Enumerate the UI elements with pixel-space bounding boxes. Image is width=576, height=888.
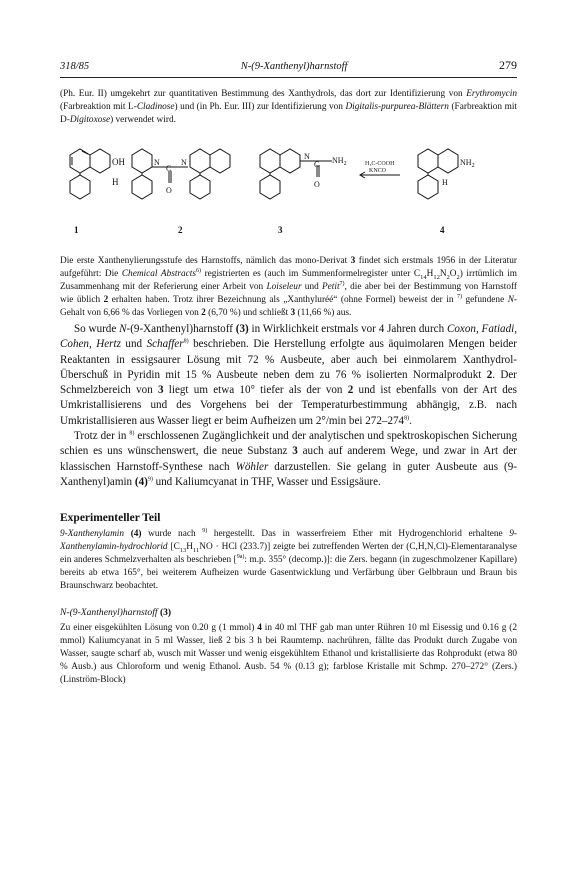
compound-3-structure	[260, 149, 332, 199]
o-label-2: O	[166, 186, 172, 195]
o-label-3: O	[314, 180, 320, 189]
compound-4-structure	[418, 149, 458, 199]
paragraph-xanthenylamin: 9-Xanthenylamin (4) wurde nach $^{9)}$ hergestellt. Das in wasserfreiem Ether mit Hydrogenchlorid erhaltene 9-Xanthenylamin-hydrochlorid [$C_{13}H_{11}NO$ · HCl (233.7)] zeigte bei zutreffenden Werten der (C,H,N,Cl)-Elementaranalyse ein anderes Schmelzverhalten als beschrieben [$^{9a)}$: m.p. 355° (decomp.)]: die Zers. begann (in zugeschmolzener Kapillare) bereits ab etwa 165°, bei weiterem Aufheizen wurde Gasentwicklung und Verfärbung über Gelbbraun und Braun bis Braunschwarz beobachtet.	[60, 528, 518, 592]
n-label-2a: N	[154, 158, 160, 167]
h-label-1: H	[112, 177, 119, 187]
oh-label: OH	[112, 157, 125, 167]
nh-label-4: $NH_2$	[460, 158, 475, 169]
compound-label-3: 3	[278, 225, 283, 235]
paragraph-coxon: So wurde N-(9-Xanthenyl)harnstoff (3) in Wirklichkeit erstmals vor 4 Jahren durch Coxon, Fatiadi, Cohen, Hertz und Schaffer$^{8)}$ beschrieben. Die Herstellung erfolgte aus äquimolaren Mengen beider Reaktanten in essigsaurer Lösung mit 72 % Ausbeute, aber auch bei einmolarem Xanthydrol-Überschuß in Pyridin mit 15 % Ausbeute neben dem zu 76 % isolierten Normalprodukt 2. Der Schmelzbereich von 3 liegt um etwa 10° tiefer als der von 2 und ist ebenfalls von der Art des Umkristallisierens und des Vorgehens bei der Temperaturbestimmung abhängig, z.B. nach Umkristallisieren aus Wasser liegt er beim Aufheizen um 2°/min bei 272–274$^{8)}$.	[60, 323, 517, 427]
structure-drawing	[60, 141, 517, 251]
n-label-3: N	[304, 152, 310, 161]
reaction-scheme	[60, 141, 517, 251]
c-label-2: C	[166, 164, 172, 173]
journal-page	[60, 58, 517, 687]
compound-1-structure	[70, 149, 110, 199]
c-label-3: C	[314, 160, 320, 169]
running-title: N-(9-Xanthenyl)harnstoff	[240, 61, 348, 72]
paragraph-synthesis: Trotz der in $^{8)}$ erschlossenen Zugänglichkeit und der analytischen und spektroskopischen Sicherung schien es uns wünschenswert, die neue Substanz 3 auch auf anderem Wege, und zwar in Art der klassischen Harnstoff-Synthese nach Wöhler darzustellen. Sie gelang in guter Ausbeute aus (9-Xanthenyl)amin $(4)^{9)}$ und Kaliumcyanat in THF, Wasser und Essigsäure.	[60, 430, 517, 488]
issue-number: 318/85	[60, 61, 90, 72]
compound-2-structure	[132, 149, 230, 199]
reagent-kaliumcyanat: KNCO	[369, 168, 387, 174]
nh-label-3: $NH_2$	[332, 156, 347, 167]
paragraph-procedure: Zu einer eisgekühlten Lösung von 0.20 g (1 mmol) 4 in 40 ml THF gab man unter Rühren 10 ml Eisessig und 0.16 g (2 mmol) Kaliumcyanat in 5 ml Wasser, ließ 2 bis 3 h bei Raumtemp. nachrühren, fällte das Produkt durch Zugabe von Wasser, saugte scharf ab, wusch mit Wasser und wenig eisgekühltem Ethanol und kristallisierte das Rohprodukt (etwa 80 % Ausb.) aus Chloroform und wenig Ethanol. Ausb. 54 % (0.13 g); farblose Kristalle mit Schmp. 270–272° (Zers.) (Linström-Block)	[60, 623, 517, 686]
paragraph-history: Die erste Xanthenylierungsstufe des Harnstoffs, nämlich das mono-Derivat 3 findet sich erstmals 1956 in der Literatur aufgeführt: Die Chemical Abstracts$^{6)}$ registrierten es (auch im Summenformelregister unter $C_{14}H_{12}N_2O_2$) irrtümlich im Zusammenhang mit der Referierung einer Arbeit von Loiseleur und Petit$^{7)}$, die aber bei der Bestimmung von Harnstoff wie üblich 2 erhalten haben. Trotz ihrer Bezeichnung als „Xanthyluréé“ (ohne Formel) beweist der in $^{7)}$ gefundene N-Gehalt von 6,66 % das Vorliegen von 2 (6,70 %) und schließt 3 (11,66 %) aus.	[60, 256, 518, 318]
compound-label-2: 2	[178, 225, 183, 235]
section-heading-experimental: Experimenteller Teil	[60, 512, 161, 525]
n-label-2b: N	[181, 158, 187, 167]
compound-label-1: 1	[74, 225, 79, 235]
reagent-acetic-acid: H₃C-COOH	[365, 161, 395, 167]
running-header	[60, 58, 517, 78]
compound-label-4: 4	[440, 225, 445, 235]
h-label-4: H	[442, 178, 448, 187]
intro-paragraph: (Ph. Eur. II) umgekehrt zur quantitativen Bestimmung des Xanthydrols, das dort zur Identifizierung von Erythromycin (Farbreaktion mit L-Cladinose) und (in Ph. Eur. III) zur Identifizierung von Digitalis-purpurea-Blättern (Farbreaktion mit D-Digitoxose) verwendet wird.	[60, 89, 517, 125]
page-number: 279	[499, 58, 517, 72]
subheading-xanthenyl-harnstoff: N-(9-Xanthenyl)harnstoff (3)	[60, 607, 172, 619]
